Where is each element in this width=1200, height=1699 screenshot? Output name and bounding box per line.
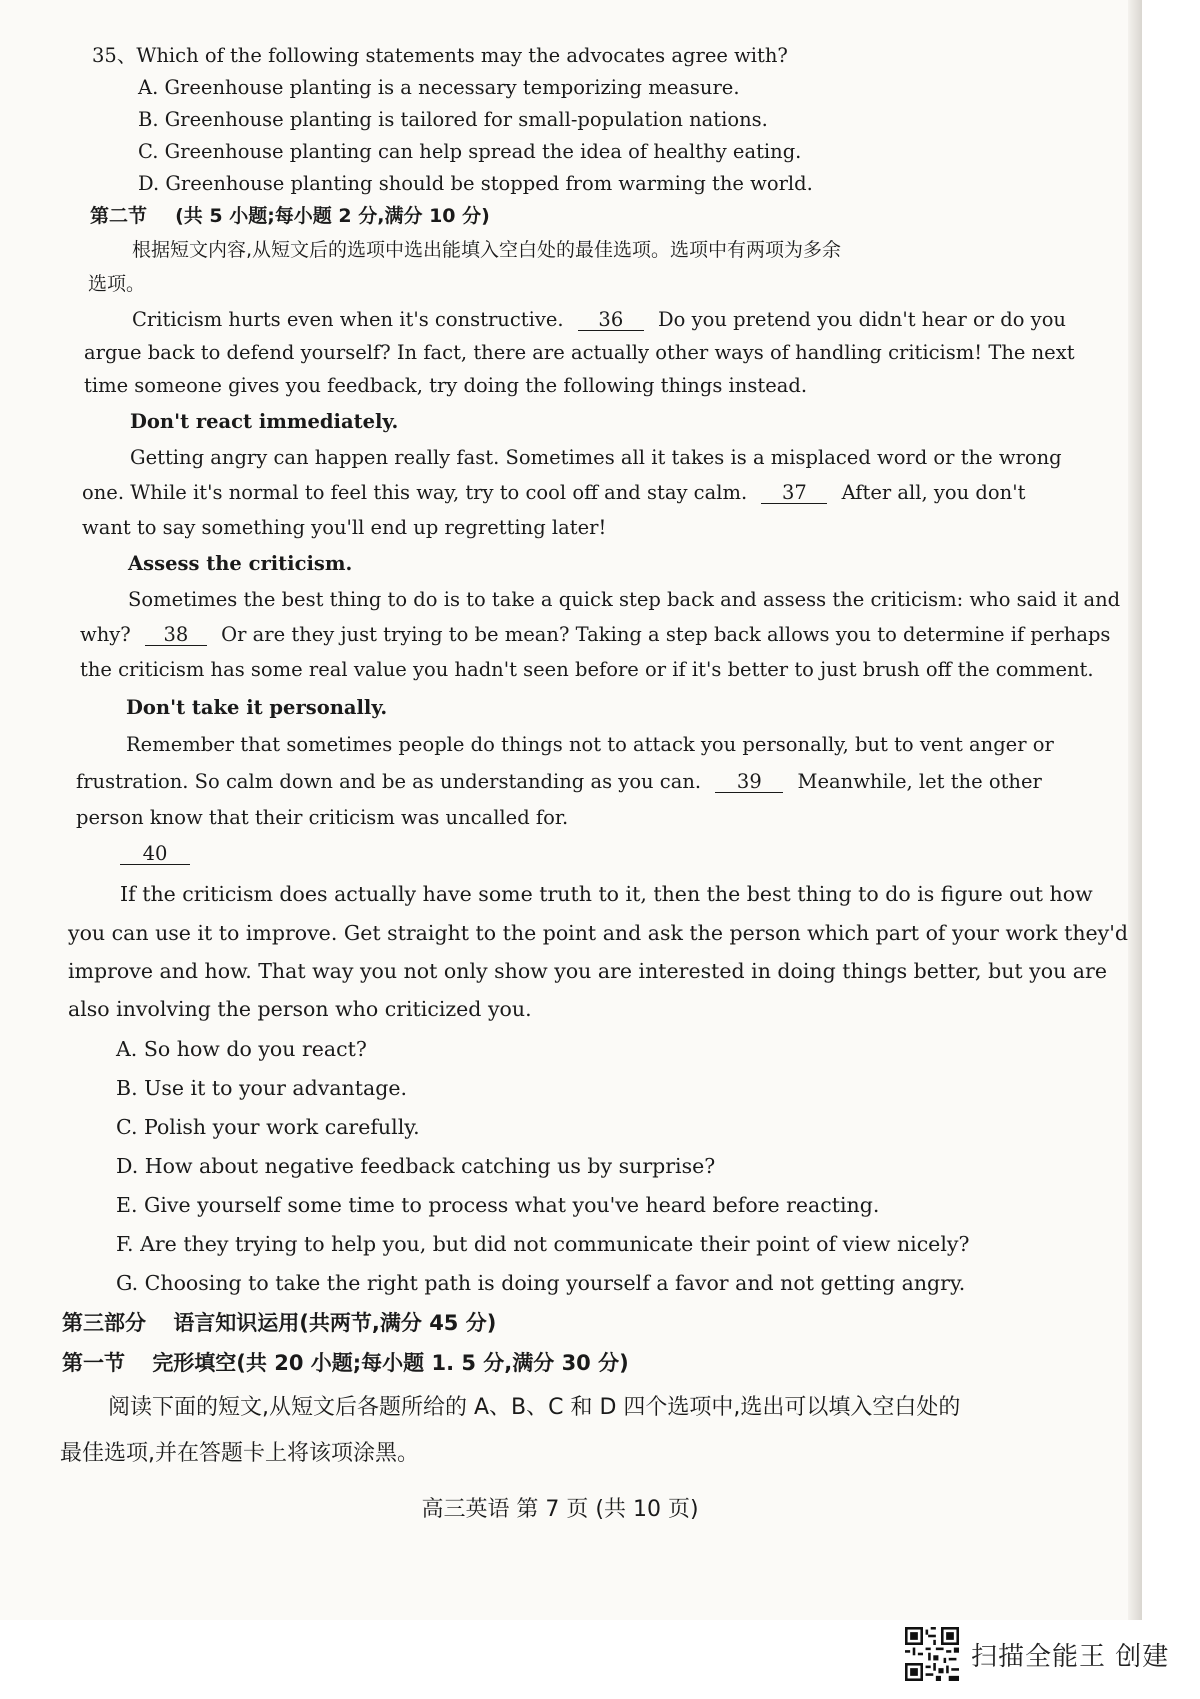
passage-line: the criticism has some real value you hadn't seen before or if it's better to just brush off the comment. <box>80 658 1094 681</box>
section-2-heading-line <box>90 204 490 228</box>
passage-line <box>82 481 1025 506</box>
page-edge-shadow <box>1128 0 1142 1620</box>
passage-text: frustration. So calm down and be as understanding as you can. <box>76 770 702 793</box>
blank-37: 37 <box>761 482 827 504</box>
subheading-dont-take-personally: Don't take it personally. <box>126 696 388 719</box>
passage-line <box>132 308 1066 333</box>
passage-line: person know that their criticism was uncalled for. <box>76 806 569 829</box>
question-35-option-b: B. Greenhouse planting is tailored for small-population nations. <box>138 108 768 131</box>
section-2-heading-note: (共 5 小题;每小题 2 分,满分 10 分) <box>175 205 490 227</box>
passage-text: Meanwhile, let the other <box>797 770 1042 793</box>
part-3-instruction-cont: 最佳选项,并在答题卡上将该项涂黑。 <box>60 1441 419 1466</box>
part-3-section-1-line <box>62 1350 629 1377</box>
choice-d: D. How about negative feedback catching us by surprise? <box>116 1154 716 1178</box>
passage-line: time someone gives you feedback, try doing the following things instead. <box>84 374 808 397</box>
section-2-instruction-cont: 选项。 <box>88 273 146 295</box>
passage-line: Remember that sometimes people do things not to attack you personally, but to vent anger or <box>126 733 1054 756</box>
passage-text: Or are they just trying to be mean? Taking a step back allows you to determine if perhaps <box>221 623 1111 646</box>
passage-line: you can use it to improve. Get straight to the point and ask the person which part of your work they'd <box>68 921 1128 945</box>
passage-line: argue back to defend yourself? In fact, there are actually other ways of handling criticism! The next <box>84 341 1075 364</box>
passage-line: want to say something you'll end up regretting later! <box>82 516 607 539</box>
question-35-stem: 35、Which of the following statements may the advocates agree with? <box>92 44 788 67</box>
passage-line <box>80 623 1110 648</box>
part-3-section-1-note: 完形填空(共 20 小题;每小题 1. 5 分,满分 30 分) <box>152 1351 629 1375</box>
passage-text: Criticism hurts even when it's constructive. <box>132 308 564 331</box>
passage-line: Sometimes the best thing to do is to take a quick step back and assess the criticism: who said it and <box>128 588 1121 611</box>
passage-text: After all, you don't <box>841 481 1026 504</box>
question-35-option-a: A. Greenhouse planting is a necessary temporizing measure. <box>138 76 740 99</box>
watermark-text: 扫描全能王 创建 <box>971 1641 1170 1672</box>
part-3-heading-note: 语言知识运用(共两节,满分 45 分) <box>173 1311 497 1335</box>
section-2-instruction: 根据短文内容,从短文后的选项中选出能填入空白处的最佳选项。选项中有两项为多余 <box>132 239 842 261</box>
part-3-heading: 第三部分 <box>62 1311 146 1335</box>
passage-text: one. While it's normal to feel this way, try to cool off and stay calm. <box>82 481 748 504</box>
choice-f: F. Are they trying to help you, but did not communicate their point of view nicely? <box>116 1232 970 1256</box>
scanner-watermark <box>905 1625 1169 1683</box>
choice-e: E. Give yourself some time to process what you've heard before reacting. <box>116 1193 880 1217</box>
qr-code-icon <box>905 1627 959 1681</box>
question-35-option-c: C. Greenhouse planting can help spread the idea of healthy eating. <box>138 140 802 163</box>
section-2-heading: 第二节 <box>90 205 148 227</box>
passage-line <box>76 770 1042 795</box>
choice-c: C. Polish your work carefully. <box>116 1115 420 1139</box>
part-3-section-1-heading: 第一节 <box>62 1351 125 1375</box>
question-35-option-d: D. Greenhouse planting should be stopped from warming the world. <box>138 172 813 195</box>
passage-line: improve and how. That way you not only show you are interested in doing things better, but you are <box>68 959 1107 983</box>
blank-36: 36 <box>578 309 644 331</box>
passage-line: Getting angry can happen really fast. Sometimes all it takes is a misplaced word or the wrong <box>130 446 1062 469</box>
passage-text: why? <box>80 623 131 646</box>
subheading-assess: Assess the criticism. <box>128 552 353 575</box>
blank-39: 39 <box>715 771 783 793</box>
subheading-dont-react: Don't react immediately. <box>130 410 399 433</box>
passage-line: also involving the person who criticized you. <box>68 997 532 1021</box>
blank-40-line <box>120 842 190 867</box>
page-footer: 高三英语 第 7 页 (共 10 页) <box>421 1497 699 1522</box>
choice-b: B. Use it to your advantage. <box>116 1076 407 1100</box>
blank-40: 40 <box>120 843 190 865</box>
passage-text: Do you pretend you didn't hear or do you <box>658 308 1066 331</box>
passage-line: If the criticism does actually have some truth to it, then the best thing to do is figure out how <box>120 882 1093 906</box>
choice-a: A. So how do you react? <box>116 1037 367 1061</box>
choice-g: G. Choosing to take the right path is doing yourself a favor and not getting angry. <box>116 1271 966 1295</box>
part-3-heading-line <box>62 1310 496 1337</box>
blank-38: 38 <box>145 624 207 646</box>
part-3-instruction: 阅读下面的短文,从短文后各题所给的 A、B、C 和 D 四个选项中,选出可以填入空白处的 <box>108 1395 961 1420</box>
